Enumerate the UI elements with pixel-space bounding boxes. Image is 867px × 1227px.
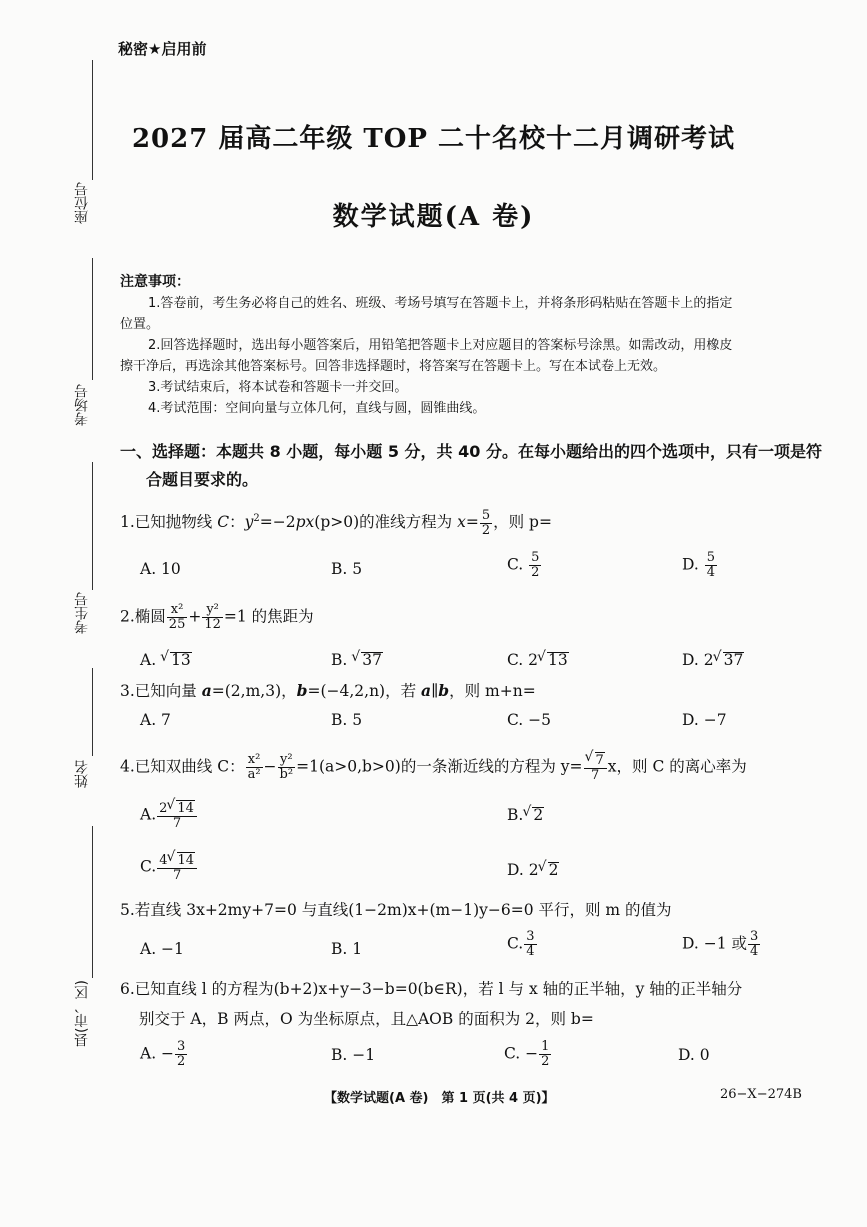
option-c[interactable]: C. −5 <box>507 711 552 729</box>
notice-item: 4.考试范围：空间向量与立体几何，直线与圆，圆锥曲线。 <box>148 401 486 416</box>
option-d[interactable]: D. −7 <box>682 711 727 729</box>
county-label[interactable]: 县(市、区) <box>74 980 90 1047</box>
margin-line <box>92 668 93 756</box>
option-b[interactable]: B.√ 2 <box>507 806 544 824</box>
option-a[interactable]: A. √ 13 <box>140 651 192 669</box>
margin-line <box>92 462 93 590</box>
section-line-2: 合题目要求的。 <box>146 470 259 489</box>
option-b[interactable]: B. −1 <box>331 1046 376 1064</box>
option-c[interactable]: C. − $\frac{1}{2}$ <box>504 1039 550 1069</box>
option-a[interactable]: A. − $\frac{3}{2}$ <box>140 1039 186 1069</box>
option-a[interactable]: A. −1 <box>140 940 184 958</box>
option-c[interactable]: C. $\frac{5}{2}$ <box>507 550 540 580</box>
notice-heading: 注意事项： <box>120 274 190 290</box>
notice-block <box>120 272 830 419</box>
question-6: 6.已知直线 l 的方程为(b+2)x+y−3−b=0(b∈R)，若 l 与 x 轴的正半轴，y 轴的正半轴分 别交于 A，B 两点，O 为坐标原点，且△AOB 的面积为 2，则 b= <box>120 980 743 1028</box>
fraction: $\frac{5}{2}$ <box>481 507 491 538</box>
exam-room-label[interactable]: 考场号 <box>74 384 90 426</box>
option-a[interactable]: A. $\frac{2√ 14}{7}$ <box>140 800 198 831</box>
option-b[interactable]: B. 5 <box>331 560 363 578</box>
margin-line <box>92 826 93 978</box>
option-b[interactable]: B. √ 37 <box>331 651 383 669</box>
question-5: 5.若直线 3x+2my+7=0 与直线(1−2m)x+(m−1)y−6=0 平行，则 m 的值为 <box>120 901 672 919</box>
option-d[interactable]: D. −1 或 $\frac{3}{4}$ <box>682 929 759 959</box>
option-b[interactable]: B. 1 <box>331 940 363 958</box>
question-1: 1.已知抛物线 C：$y^2=-2px(p>0)$的准线方程为 x= $\frac{5}{2}$ ，则 p= <box>120 507 552 538</box>
option-a[interactable]: A. 10 <box>140 560 181 578</box>
option-d[interactable]: D. $\frac{5}{4}$ <box>682 550 716 580</box>
seat-number-label[interactable]: 座位号 <box>74 182 90 224</box>
option-d[interactable]: D. 0 <box>678 1046 710 1064</box>
name-label[interactable]: 姓名 <box>74 760 90 788</box>
notice-item: 3.考试结束后，将本试卷和答题卡一并交回。 <box>148 380 408 395</box>
option-d[interactable]: D. 2√ 2 <box>507 861 559 879</box>
footer-page-info: 【数学试题(A 卷) 第 1 页(共 4 页)】 <box>324 1091 555 1106</box>
question-4: 4.已知双曲线 C： $\frac{\text{x²}}{\text{a²}}$ − $\frac{\text{y²}}{\text{b²}}$ =1(a>0,b>0)的一条渐近线的方程为 y= √ $\frac{7}{7}$ x，则 C 的离心率为 <box>120 752 747 783</box>
section-heading <box>120 438 832 494</box>
option-c[interactable]: C. $\frac{4√ 14}{7}$ <box>140 852 198 883</box>
option-c[interactable]: C. $\frac{3}{4}$ <box>507 929 535 959</box>
margin-line <box>92 60 93 180</box>
footer-code: 26−X−274B <box>720 1087 802 1102</box>
notice-item-cont: 擦干净后，再选涂其他答案标号。回答非选择题时，将答案写在答题卡上。写在本试卷上无效。 <box>120 359 667 374</box>
confidential-label: 秘密★启用前 <box>118 40 207 58</box>
margin-line <box>92 258 93 380</box>
candidate-number-label[interactable]: 考生号 <box>74 592 90 634</box>
option-a[interactable]: A. 7 <box>140 711 171 729</box>
section-line-1: 一、选择题：本题共 8 小题，每小题 5 分，共 40 分。在每小题给出的四个选项中，只有一项是符 <box>120 442 822 461</box>
option-b[interactable]: B. 5 <box>331 711 363 729</box>
option-d[interactable]: D. 2√ 37 <box>682 651 744 669</box>
exam-title: 2027 届高二年级 TOP 二十名校十二月调研考试 <box>131 124 736 154</box>
question-2: 2.椭圆 $\frac{\text{x²}}{25}$ + $\frac{\text{y²}}{12}$ =1 的焦距为 <box>120 602 314 632</box>
notice-item: 1.答卷前，考生务必将自己的姓名、班级、考场号填写在答题卡上，并将条形码粘贴在答题卡上的指定 <box>148 296 733 311</box>
notice-item: 2.回答选择题时，选出每小题答案后，用铅笔把答题卡上对应题目的答案标号涂黑。如需改动，用橡皮 <box>148 338 733 353</box>
paper-subtitle: 数学试题(A 卷) <box>332 202 535 232</box>
option-c[interactable]: C. 2√ 13 <box>507 651 569 669</box>
notice-item-cont: 位置。 <box>120 317 160 332</box>
question-3: 3.已知向量 a=(2,m,3)，b=(−4,2,n)，若 a∥b，则 m+n= <box>120 681 536 700</box>
